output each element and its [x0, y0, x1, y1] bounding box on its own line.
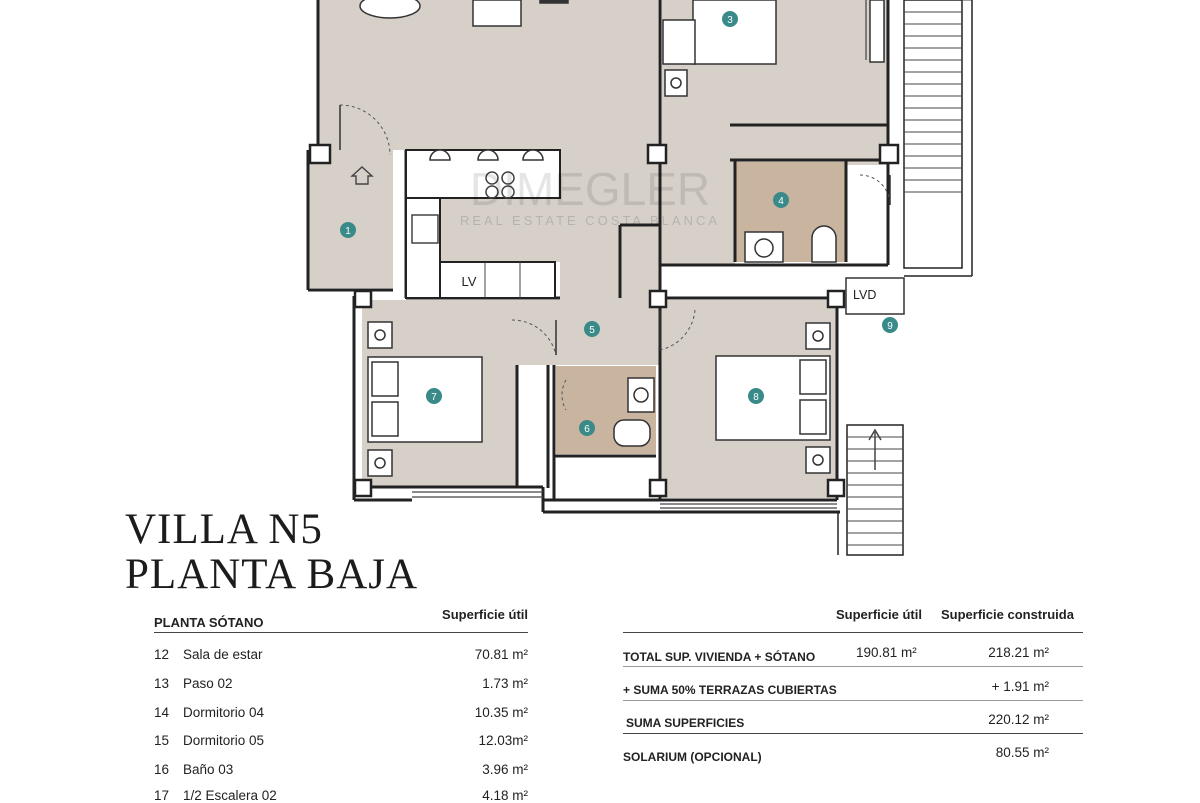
svg-text:7: 7 [431, 392, 437, 403]
column-header-util: Superficie útil [836, 607, 922, 622]
table-rule [623, 733, 1083, 734]
table-rule [623, 666, 1083, 667]
room-marker-4 [773, 192, 789, 208]
room-marker-9 [882, 317, 898, 333]
table-rule [623, 632, 1083, 633]
svg-text:5: 5 [589, 325, 595, 336]
watermark-tagline: REAL ESTATE COSTA BLANCA [459, 213, 721, 228]
stairs-bottom [838, 425, 903, 555]
room-marker-3 [722, 11, 738, 27]
room-marker-7 [426, 388, 442, 404]
room-marker-8 [748, 388, 764, 404]
title-line-2: PLANTA BAJA [125, 551, 419, 598]
svg-text:4: 4 [778, 196, 784, 207]
table-rule [154, 632, 528, 633]
title-line-1: VILLA N5 [125, 506, 323, 553]
svg-text:1: 1 [345, 226, 351, 237]
column-header-util: Superficie útil [442, 607, 528, 622]
table-rule [623, 700, 1083, 701]
svg-text:9: 9 [887, 321, 893, 332]
svg-text:3: 3 [727, 15, 733, 26]
room-marker-6 [579, 420, 595, 436]
section-heading: PLANTA SÓTANO [154, 615, 264, 630]
svg-text:6: 6 [584, 424, 590, 435]
lvd-label: LVD [853, 288, 877, 302]
room-marker-5 [584, 321, 600, 337]
lv-label: LV [461, 274, 477, 289]
svg-text:8: 8 [753, 392, 759, 403]
watermark-brand: DIMEGLER [469, 163, 711, 215]
column-header-construida: Superficie construida [941, 607, 1074, 622]
stairs-top [904, 0, 972, 276]
room-marker-1 [340, 222, 356, 238]
